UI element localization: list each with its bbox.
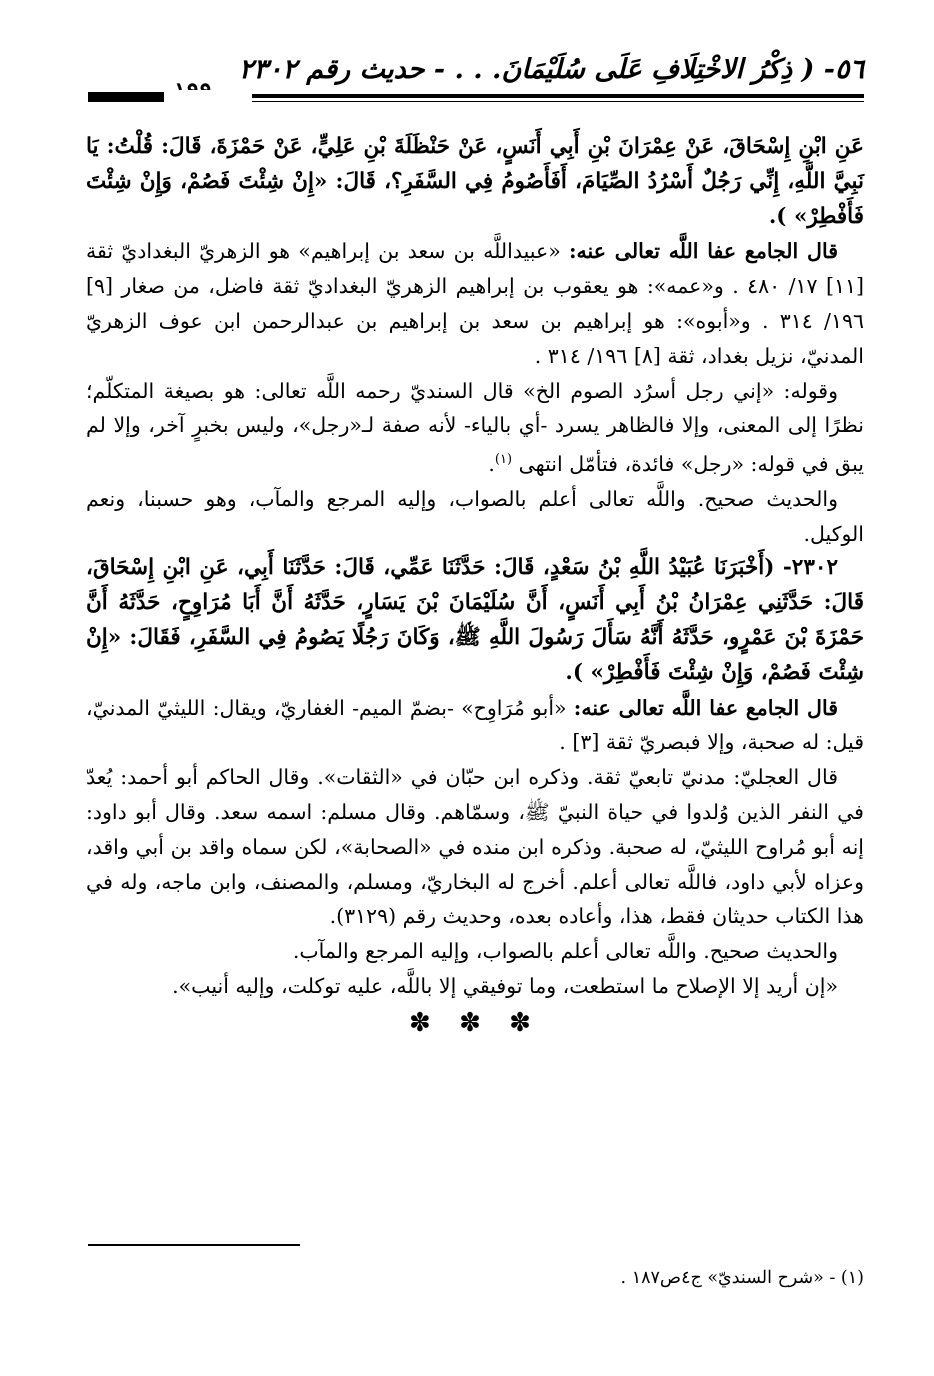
closing-quote: «إن أريد إلا الإصلاح ما استطعت، وما توفيقي إلا باللَّه، عليه توكلت، وإليه أنيب». (172, 973, 838, 998)
commentary-sindi-text: وقوله: «إني رجل أسرُد الصوم الخ» قال السنديّ رحمه اللَّه تعالى: هو بصيغة المتكلّم؛ نظرًا إلى المعنى، وإلا فالظاهر يسرد -أي بالياء- لأنه صفة لـ«رجل»، وليس بخبرٍ آخر، وإلا لم يبق في قوله: «رجل» فائدة، فتأمّل انتهى (86, 378, 864, 476)
commentary-biography: قال العجليّ: مدنيّ تابعيّ ثقة. وذكره ابن حبّان في «الثقات». وقال الحاكم أبو أحمد: يُعدّ في النفر الذين وُلدوا في حياة النبيّ ﷺ، وسمّاهم. وقال مسلم: اسمه سعد. وقال أبو داود: إنه أبو مُراوح الليثيّ، له صحبة. وذكره ابن منده في «الصحابة»، لكن سماه واقد بن أبي واقد، وعزاه لأبي داود، فاللَّه تعالى أعلم. أخرج له البخاريّ، ومسلم، والمصنف، وابن ماجه، وله في هذا الكتاب حديثان فقط، هذا، وأعاده بعده، وحديث رقم (٣١٢٩). (86, 765, 864, 929)
footnote: (١) - «شرح السنديّ» ج٤ص١٨٧ . (620, 1268, 864, 1288)
commentary-body: «عبيداللَّه بن سعد بن إبراهيم» هو الزهريّ البغداديّ ثقة [١١] ١٧/ ٤٨٠ . و«عمه»: هو يعقوب بن إبراهيم الزهريّ البغداديّ ثقة فاضل، من صغار [٩] ١٩٦/ ٣١٤ . و«أبوه»: هو إبراهيم بن سعد بن إبراهيم بن عبدالرحمن ابن عوف الزهريّ المدنيّ، نزيل بغداد، ثقة [٨] ١٩٦/ ٣١٤ . (86, 239, 864, 368)
hadith-text-continued: عَنِ ابْنِ إِسْحَاقَ، عَنْ عِمْرَانَ بْنِ أَبِي أَنَسٍ، عَنْ حَنْظَلَةَ بْنِ عَلِيٍّ، عَنْ حَمْزَةَ، قَالَ: قُلْتُ: يَا نَبِيَّ اللَّهِ، إِنِّي رَجُلٌ أَسْرُدُ الصِّيَامَ، أَفَأَصُومُ فِي السَّفَرِ؟، قَالَ: «إِنْ شِئْتَ فَصُمْ، وَإِنْ شِئْتَ فَأَفْطِرْ» ). (86, 134, 864, 229)
commentary-sindi: وقوله: «إني رجل أسرُد الصوم الخ» قال السنديّ رحمه اللَّه تعالى: هو بصيغة المتكلّم؛ نظرًا إلى المعنى، وإلا فالظاهر يسرد -أي بالياء- لأنه صفة لـ«رجل»، وليس بخبرٍ آخر، وإلا لم يبق في قوله: «رجل» فائدة، فتأمّل انتهى $^{(١)}$. (86, 378, 864, 476)
section-divider-stars: ✽ ✽ ✽ (409, 1007, 541, 1038)
ruling-paragraph: والحديث صحيح. واللَّه تعالى أعلم بالصواب، وإليه المرجع والمآب، وهو حسبنا، ونعم الوكيل. (86, 486, 864, 546)
commentary-lead: قال الجامع عفا اللَّه تعالى عنه: (568, 239, 838, 264)
main-text (86, 130, 864, 1041)
header-rule-left-top (88, 92, 164, 95)
header-title: ٥٦- ( ذِكْرُ الاخْتِلَافِ عَلَى سُلَيْمَانَ. . . - حديث رقم ٢٣٠٢ (238, 54, 864, 85)
commentary-lead-2: قال الجامع عفا اللَّه تعالى عنه: (573, 695, 838, 720)
ruling-paragraph-2: والحديث صحيح. واللَّه تعالى أعلم بالصواب، وإليه المرجع والمآب. (292, 939, 838, 964)
commentary-narrators (86, 234, 864, 373)
commentary-abu-murawih (86, 691, 864, 761)
header-rule-left-bottom (88, 98, 164, 101)
footnote-rule (88, 1244, 300, 1246)
commentary-body-2: «أبو مُرَاوِح» -بضمّ الميم- الغفاريّ، ويقال: الليثيّ المدنيّ، قيل: له صحبة، وإلا فبصريّ ثقة [٣] . (86, 695, 864, 755)
hadith-2302: ٢٣٠٢- (أَخْبَرَنَا عُبَيْدُ اللَّهِ بْنُ سَعْدٍ، قَالَ: حَدَّثَنَا عَمِّي، قَالَ: حَدَّثَنَا أَبِي، عَنِ ابْنِ إِسْحَاقَ، قَالَ: حَدَّثَنِي عِمْرَانُ بْنُ أَبِي أَنَسٍ، أَنَّ سُلَيْمَانَ بْنَ يَسَارٍ، حَدَّثَهُ أَنَّ أَبَا مُرَاوِحٍ، حَدَّثَهُ أَنَّ حَمْزَةَ بْنَ عَمْرٍو، حَدَّثَهُ أَنَّهُ سَأَلَ رَسُولَ اللَّهِ ﷺ، وَكَانَ رَجُلًا يَصُومُ فِي السَّفَرِ، فَقَالَ: «إِنْ شِئْتَ فَصُمْ، وَإِنْ شِئْتَ فَأَفْطِرْ» ). (86, 555, 864, 685)
footnote-marker: (١) (494, 452, 513, 468)
running-header (88, 52, 864, 104)
